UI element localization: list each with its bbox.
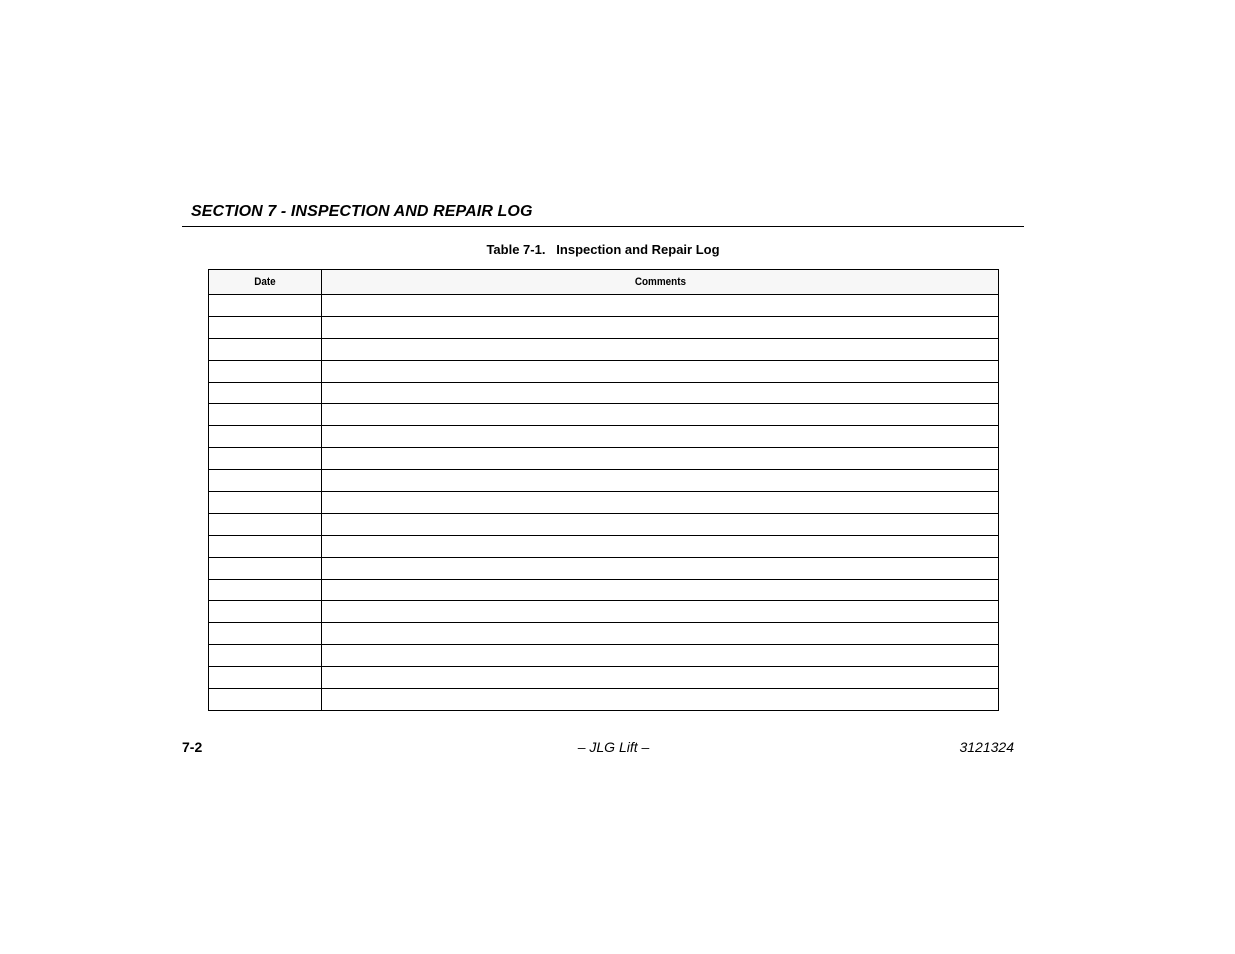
comments-cell (322, 535, 999, 557)
date-cell (209, 623, 322, 645)
table-row (209, 448, 999, 470)
comments-cell (322, 645, 999, 667)
date-cell (209, 601, 322, 623)
comments-cell (322, 295, 999, 317)
comments-cell (322, 623, 999, 645)
date-cell (209, 470, 322, 492)
comments-cell (322, 316, 999, 338)
comments-cell (322, 382, 999, 404)
table-row (209, 382, 999, 404)
table-row (209, 404, 999, 426)
table-row (209, 338, 999, 360)
date-cell (209, 338, 322, 360)
date-cell (209, 295, 322, 317)
section-header (182, 202, 1024, 227)
table-row (209, 470, 999, 492)
inspection-repair-log-table (208, 269, 999, 711)
table-body (209, 295, 999, 711)
date-cell (209, 426, 322, 448)
document-number: 3121324 (959, 739, 1014, 755)
table-row (209, 360, 999, 382)
comments-cell (322, 426, 999, 448)
comments-cell (322, 360, 999, 382)
table-row (209, 623, 999, 645)
table-row (209, 689, 999, 711)
table-row (209, 601, 999, 623)
table-header-row (209, 270, 999, 295)
date-cell (209, 645, 322, 667)
comments-cell (322, 470, 999, 492)
table-row (209, 667, 999, 689)
table-row (209, 513, 999, 535)
date-cell (209, 316, 322, 338)
date-cell (209, 404, 322, 426)
section-title: SECTION 7 - INSPECTION AND REPAIR LOG (191, 203, 533, 220)
table-row (209, 557, 999, 579)
comments-cell (322, 513, 999, 535)
date-cell (209, 513, 322, 535)
column-header-comments (322, 270, 999, 295)
table-row (209, 535, 999, 557)
comments-cell (322, 448, 999, 470)
date-cell (209, 492, 322, 514)
date-cell (209, 382, 322, 404)
comments-cell (322, 601, 999, 623)
column-header-comments-label: Comments (634, 276, 686, 288)
comments-cell (322, 689, 999, 711)
comments-cell (322, 579, 999, 601)
table-row (209, 316, 999, 338)
column-header-date-label: Date (254, 276, 276, 288)
table-row (209, 295, 999, 317)
table-row (209, 492, 999, 514)
date-cell (209, 557, 322, 579)
table-caption: Table 7-1. Inspection and Repair Log (486, 242, 720, 257)
comments-cell (322, 667, 999, 689)
table-row (209, 645, 999, 667)
column-header-date (209, 270, 322, 295)
date-cell (209, 448, 322, 470)
date-cell (209, 360, 322, 382)
date-cell (209, 535, 322, 557)
comments-cell (322, 557, 999, 579)
date-cell (209, 579, 322, 601)
page-number: 7-2 (182, 739, 203, 755)
comments-cell (322, 404, 999, 426)
footer-center-text: – JLG Lift – (577, 739, 650, 755)
table-row (209, 579, 999, 601)
date-cell (209, 667, 322, 689)
table-row (209, 426, 999, 448)
comments-cell (322, 338, 999, 360)
comments-cell (322, 492, 999, 514)
date-cell (209, 689, 322, 711)
